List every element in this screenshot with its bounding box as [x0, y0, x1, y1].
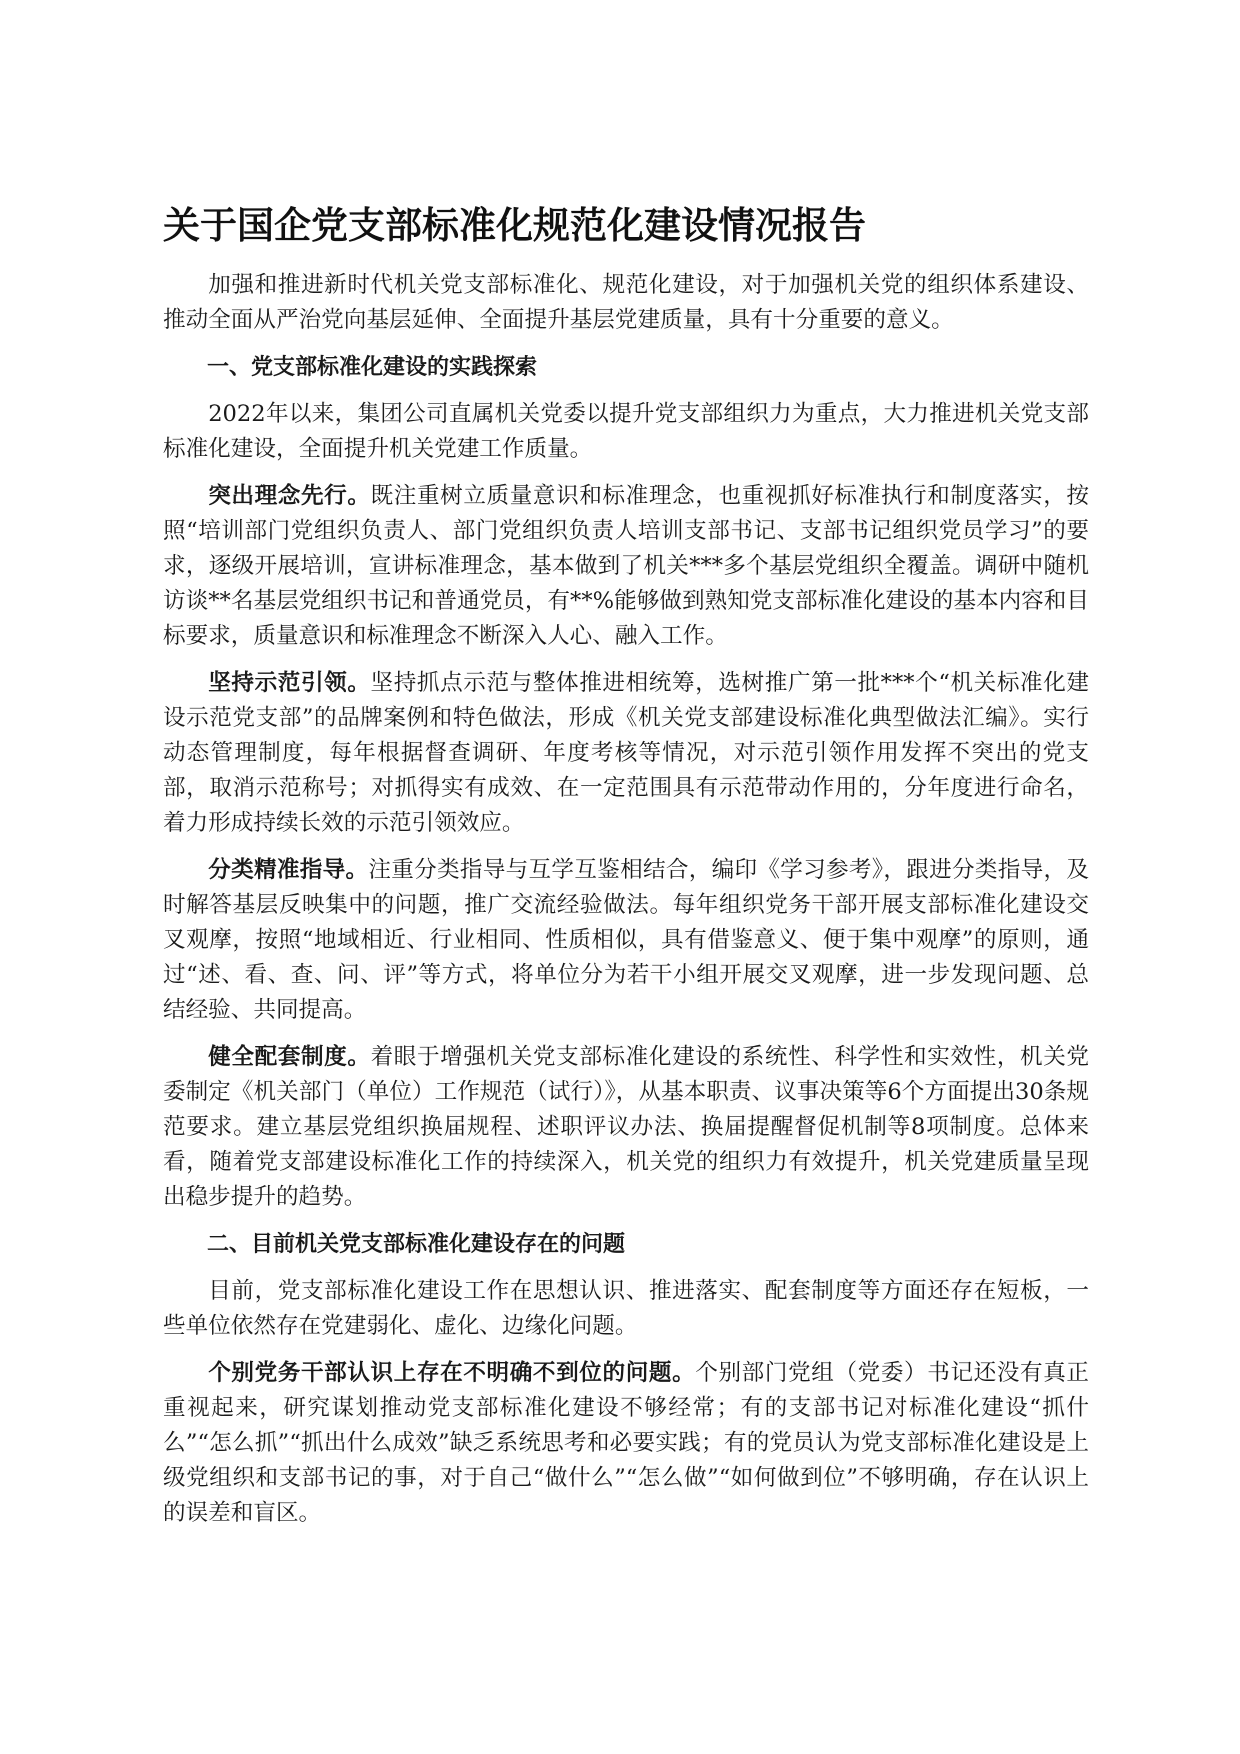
item-text: 着眼于增强机关党支部标准化建设的系统性、科学性和实效性，机关党委制定《机关部门（单位）工作规范（试行）》，从基本职责、议事决策等6个方面提出30条规范要求。建立基层党组织换届规程、述职评议办法、换届提醒督促机制等8项制度。总体来看，随着党支部建设标准化工作的持续深入，机关党的组织力有效提升，机关党建质量呈现出稳步提升的趋势。: [163, 1044, 1090, 1210]
section-1-intro: 2022年以来，集团公司直属机关党委以提升党支部组织力为重点，大力推进机关党支部标准化建设，全面提升机关党建工作质量。: [163, 401, 1089, 462]
section-2-heading: 二、目前机关党支部标准化建设存在的问题: [207, 1232, 626, 1257]
section-1-item-1: [163, 479, 1089, 654]
item-lead: 分类精准指导。: [208, 857, 369, 883]
item-text: 个别部门党组（党委）书记还没有真正重视起来，研究谋划推动党支部标准化建设不够经常；有的支部书记对标准化建设“抓什么”“怎么抓”“抓出什么成效”缺乏系统思考和必要实践；有的党员认为党支部标准化建设是上级党组织和支部书记的事，对于自己“做什么”“怎么做”“如何做到位”不够明确，存在认识上的误差和盲区。: [163, 1360, 1090, 1526]
section-2-item-1: [163, 1356, 1089, 1531]
section-2-intro: 目前，党支部标准化建设工作在思想认识、推进落实、配套制度等方面还存在短板，一些单位依然存在党建弱化、虚化、边缘化问题。: [163, 1278, 1089, 1339]
section-1-item-4: [163, 1040, 1089, 1215]
item-text: 坚持抓点示范与整体推进相统筹，选树推广第一批***个“机关标准化建设示范党支部”的品牌案例和特色做法，形成《机关党支部建设标准化典型做法汇编》。实行动态管理制度，每年根据督查调研、年度考核等情况，对示范引领作用发挥不突出的党支部，取消示范称号；对抓得实有成效、在一定范围具有示范带动作用的，分年度进行命名，着力形成持续长效的示范引领效应。: [163, 670, 1090, 836]
item-lead: 个别党务干部认识上存在不明确不到位的问题。: [208, 1360, 696, 1386]
item-lead: 突出理念先行。: [208, 483, 371, 509]
item-lead: 坚持示范引领。: [208, 670, 371, 696]
document-page: [163, 200, 1089, 1543]
section-1-item-2: [163, 666, 1089, 841]
section-1-item-3: [163, 853, 1089, 1028]
section-1-heading: 一、党支部标准化建设的实践探索: [207, 355, 538, 380]
item-text: 既注重树立质量意识和标准理念，也重视抓好标准执行和制度落实，按照“培训部门党组织负责人、部门党组织负责人培训支部书记、支部书记组织党员学习”的要求，逐级开展培训，宣讲标准理念，基本做到了机关***多个基层党组织全覆盖。调研中随机访谈**名基层党组织书记和普通党员，有**%能够做到熟知党支部标准化建设的基本内容和目标要求，质量意识和标准理念不断深入人心、融入工作。: [163, 483, 1090, 649]
document-title: 关于国企党支部标准化规范化建设情况报告: [163, 204, 866, 247]
intro-paragraph: 加强和推进新时代机关党支部标准化、规范化建设，对于加强机关党的组织体系建设、推动全面从严治党向基层延伸、全面提升基层党建质量，具有十分重要的意义。: [163, 272, 1089, 333]
item-text: 注重分类指导与互学互鉴相结合，编印《学习参考》，跟进分类指导，及时解答基层反映集中的问题，推广交流经验做法。每年组织党务干部开展支部标准化建设交叉观摩，按照“地域相近、行业相同、性质相似，具有借鉴意义、便于集中观摩”的原则，通过“述、看、查、问、评”等方式，将单位分为若干小组开展交叉观摩，进一步发现问题、总结经验、共同提高。: [163, 857, 1090, 1023]
item-lead: 健全配套制度。: [208, 1044, 371, 1070]
